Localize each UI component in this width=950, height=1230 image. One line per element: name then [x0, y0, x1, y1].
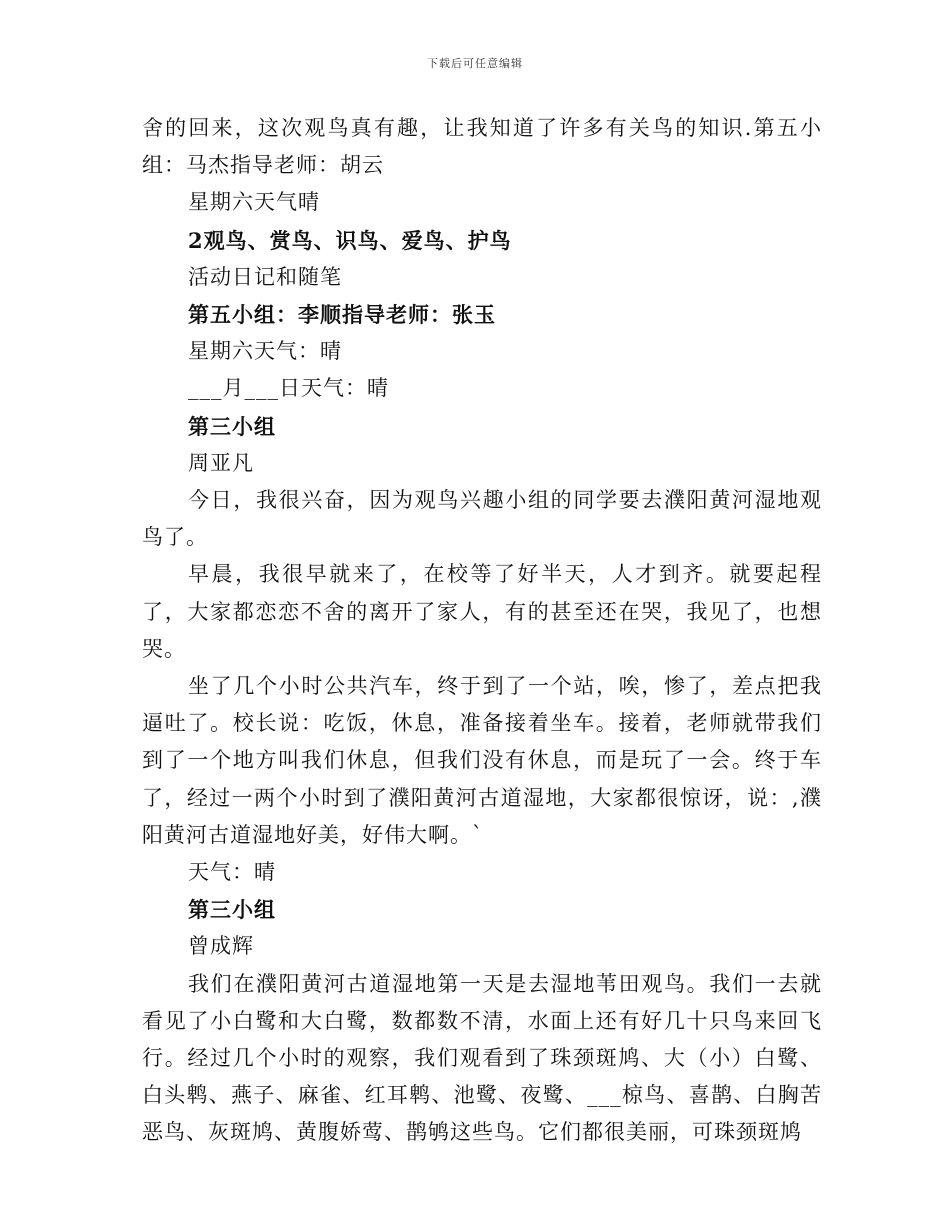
- paragraph-13: 天气：晴: [188, 860, 276, 885]
- author-name: 周亚凡: [188, 450, 254, 475]
- paragraph-7: ___月___日天气：晴: [188, 376, 389, 401]
- group-heading: 第三小组: [188, 413, 276, 439]
- paragraph-10: 今日，我很兴奋，因为观鸟兴趣小组的同学要去濮阳黄河湿地观鸟了。: [142, 488, 822, 550]
- paragraph-1: 舍的回来，这次观鸟真有趣，让我知道了许多有关鸟的知识.第五小组：马杰指导老师：胡云: [142, 116, 822, 178]
- section-heading: 2观鸟、赏鸟、识鸟、爱鸟、护鸟: [188, 227, 512, 253]
- author-name: 曾成辉: [188, 934, 254, 959]
- page-header: 下载后可任意编辑: [427, 57, 523, 70]
- group-heading: 第三小组: [188, 897, 276, 923]
- document-body: [142, 110, 822, 1152]
- paragraph-11: 早晨，我很早就来了，在校等了好半天，人才到齐。就要起程了，大家都恋恋不舍的离开了家人，有的甚至还在哭，我见了，也想哭。: [142, 562, 822, 661]
- paragraph-16: 我们在濮阳黄河古道湿地第一天是去湿地苇田观鸟。我们一去就看见了小白鹭和大白鹭，数都数不清，水面上还有好几十只鸟来回飞行。经过几个小时的观察，我们观看到了珠颈斑鸠、大（小）白鹭、白头鹎、燕子、麻雀、红耳鹎、池鹭、夜鹭、___椋鸟、喜鹊、白胸苦恶鸟、灰斑鸠、黄腹娇莺、鹊鸲这些鸟。它们都很美丽，可珠颈斑鸠: [142, 971, 822, 1145]
- paragraph-12: 坐了几个小时公共汽车，终于到了一个站，唉，惨了，差点把我逼吐了。校长说：吃饭，休息，准备接着坐车。接着，老师就带我们到了一个地方叫我们休息，但我们没有休息，而是玩了一会。终于车了，经过一两个小时到了濮阳黄河古道湿地，大家都很惊讶，说：,濮阳黄河古道湿地好美，好伟大啊。`: [142, 674, 822, 847]
- group-heading: 第五小组：李顺指导老师：张玉: [188, 302, 496, 328]
- paragraph-2: 星期六天气晴: [188, 190, 320, 215]
- paragraph-6: 星期六天气：晴: [188, 339, 342, 364]
- paragraph-4: 活动日记和随笔: [188, 264, 342, 289]
